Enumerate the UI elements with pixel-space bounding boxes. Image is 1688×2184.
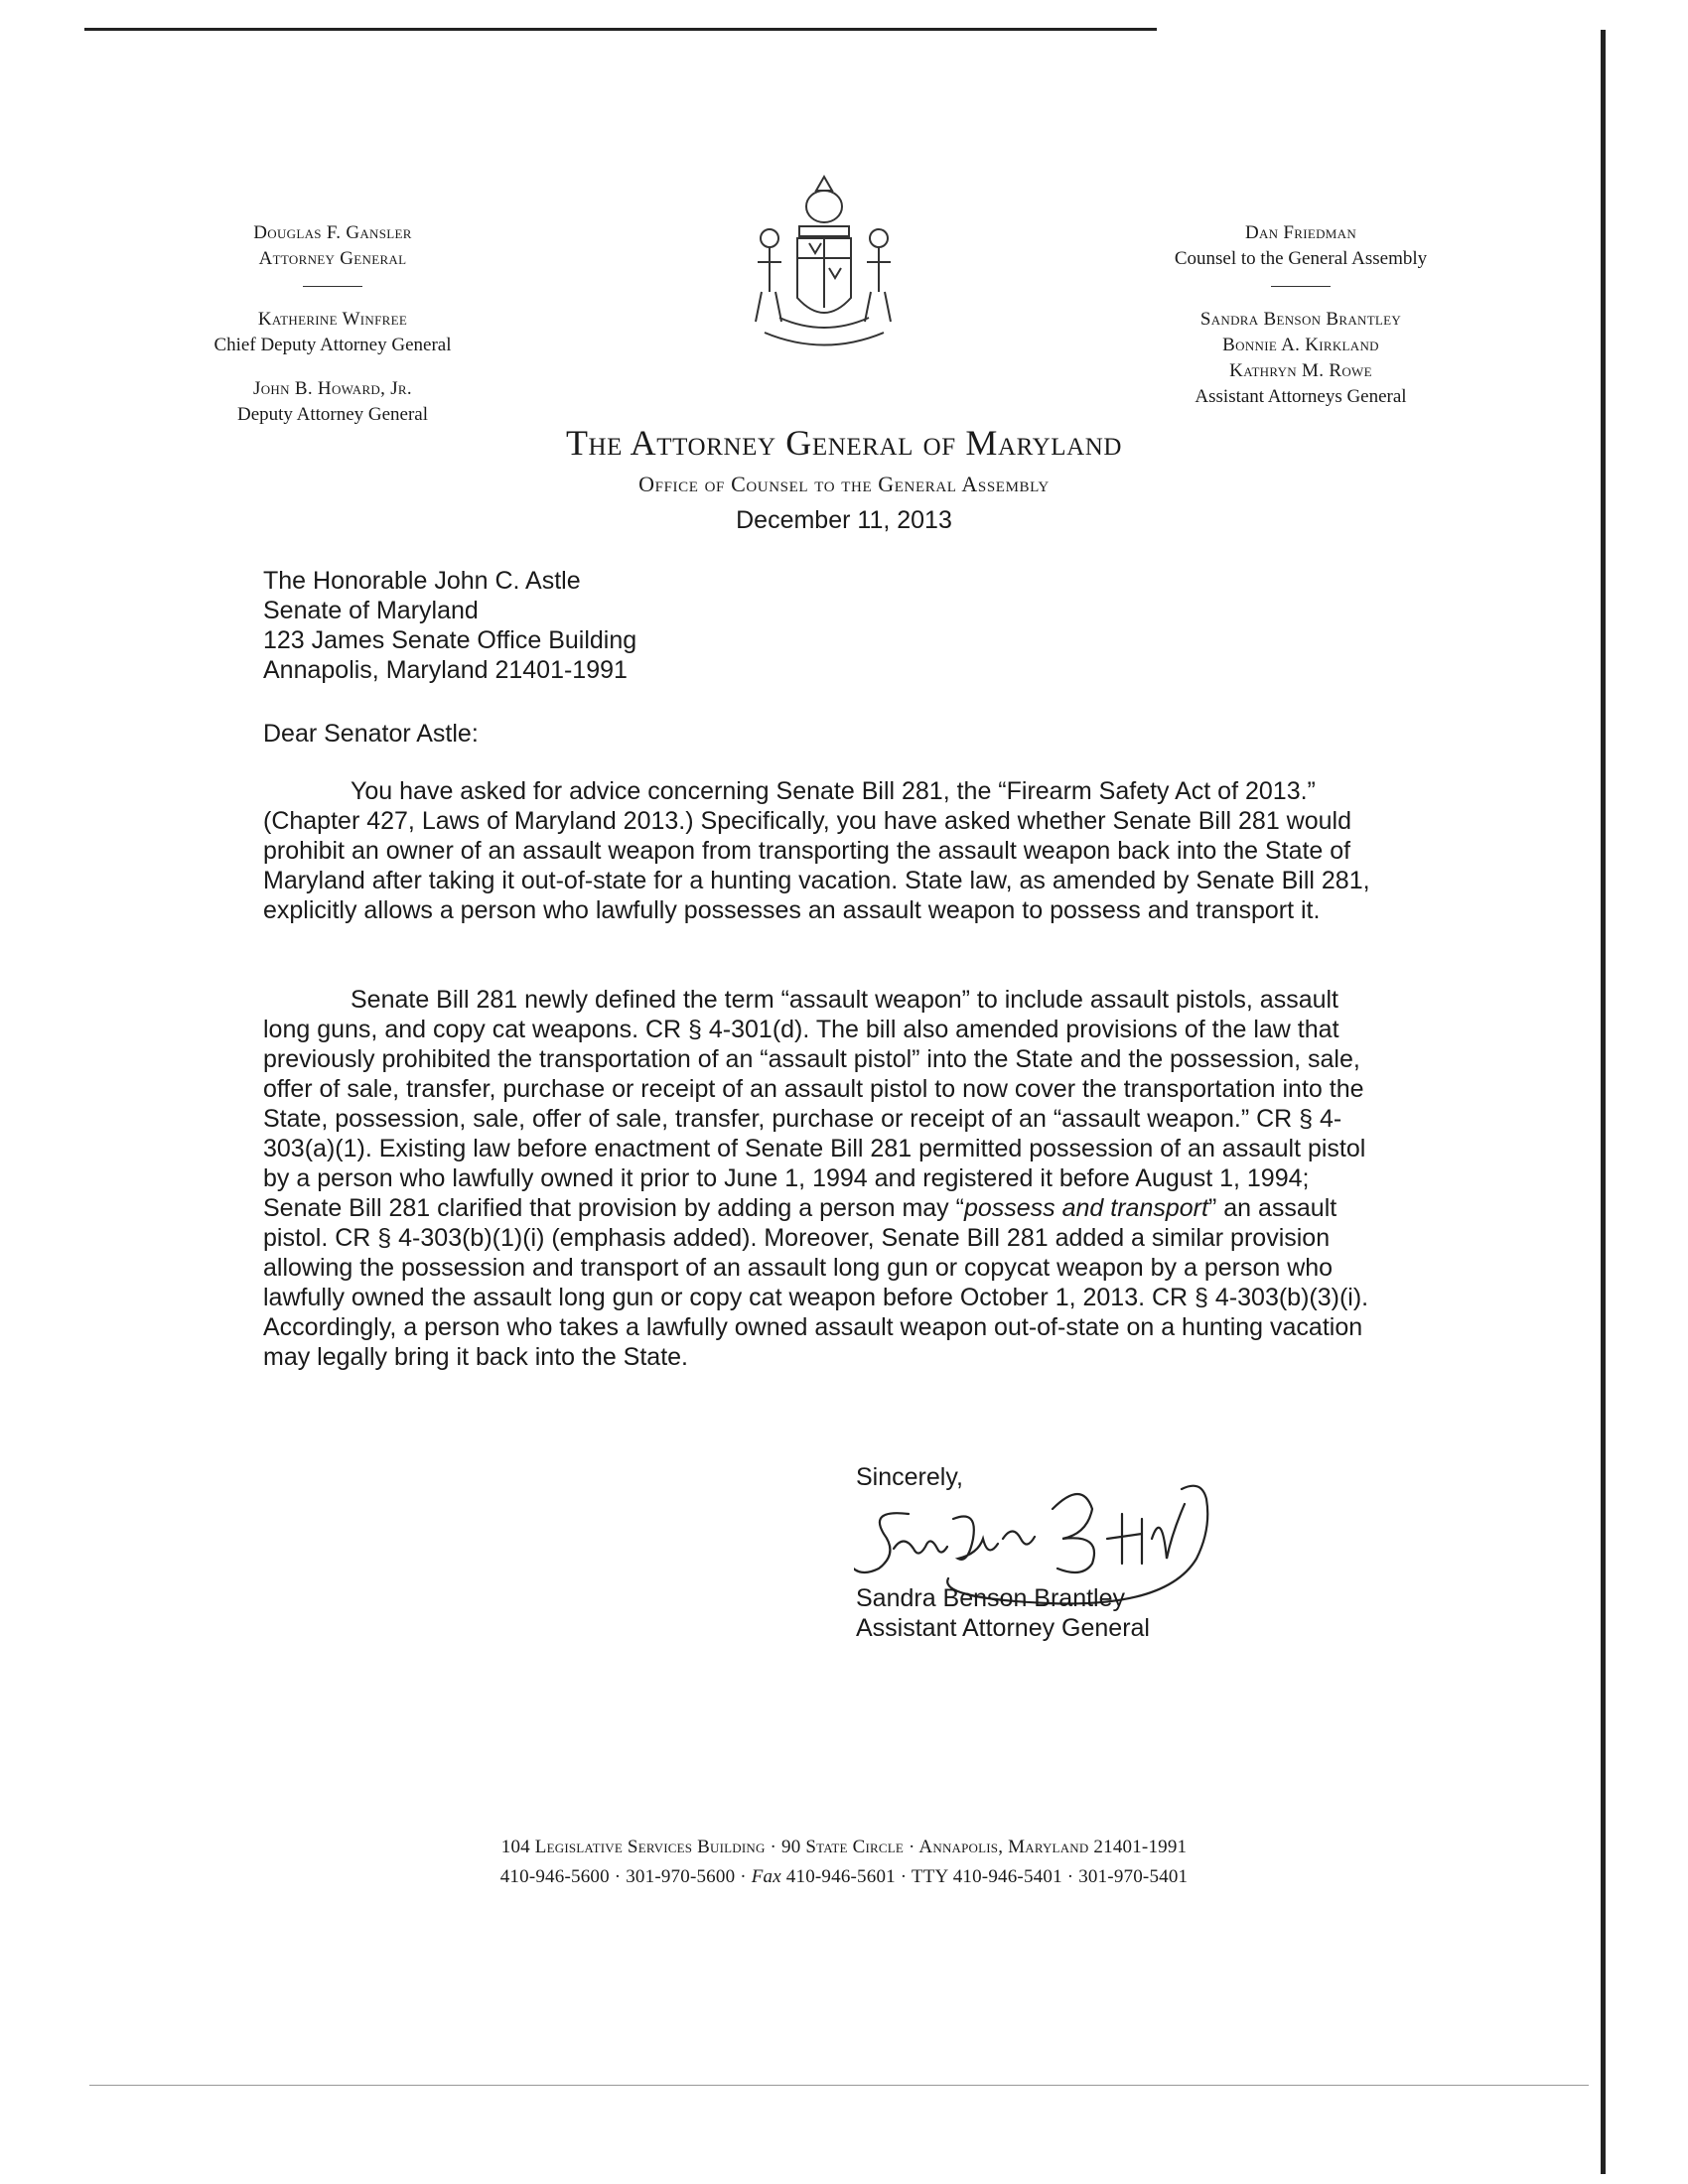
maryland-state-seal-icon xyxy=(740,169,909,357)
address-line: Annapolis, Maryland 21401-1991 xyxy=(263,656,628,684)
recipient-address xyxy=(263,566,1157,685)
chief-deputy-title: Chief Deputy Attorney General xyxy=(213,335,452,355)
body-paragraph-2 xyxy=(263,985,1370,1372)
letterhead-subtitle: Office of Counsel to the General Assembly xyxy=(638,472,1050,496)
divider xyxy=(1271,286,1331,287)
footer-fax-label: Fax xyxy=(751,1866,781,1887)
assistant-name-1: Sandra Benson Brantley xyxy=(1199,309,1402,330)
counsel-title: Counsel to the General Assembly xyxy=(1174,248,1428,269)
paragraph-text: ” an assault pistol. CR § 4-303(b)(1)(i) (emphasis added). Moreover, Senate Bill 281 added a similar provision allowing the possession and transport of an assault long gun or copycat weapon by a person who lawfully owned the assault long gun or copy cat weapon before October 1, 2013. CR § 4-303(b)(3)(i). Accordingly, a person who takes a lawfully owned assault weapon out-of-state on a hunting vacation may legally bring it back into the State. xyxy=(263,1194,1369,1371)
counsel-name: Dan Friedman xyxy=(1244,222,1357,243)
assistants-title: Assistant Attorneys General xyxy=(1195,386,1407,407)
footer-address: 104 Legislative Services Building · 90 State Circle · Annapolis, Maryland 21401-1991 xyxy=(500,1837,1188,1857)
emphasis-text: possess and transport xyxy=(963,1194,1208,1222)
footer-phone: 410-946-5600 · 301-970-5600 · xyxy=(499,1866,752,1887)
deputy-title: Deputy Attorney General xyxy=(236,404,429,425)
right-scan-line xyxy=(1601,30,1606,2174)
attorney-general-name: Douglas F. Gansler xyxy=(253,222,412,243)
letter-date: December 11, 2013 xyxy=(736,506,952,534)
letterhead-title: The Attorney General of Maryland xyxy=(565,423,1123,463)
chief-deputy-name: Katherine Winfree xyxy=(257,309,408,330)
attorney-general-title: Attorney General xyxy=(258,248,407,269)
top-scan-line xyxy=(84,28,1157,31)
signer-name: Sandra Benson Brantley xyxy=(856,1584,1126,1612)
left-staff-column xyxy=(189,220,477,428)
body-paragraph-1: You have asked for advice concerning Senate Bill 281, the “Firearm Safety Act of 2013.” (Chapter 427, Laws of Maryland 2013.) Specifically, you have asked whether Senate Bill 281 would prohibit an owner of an assault weapon from transporting the assault weapon back into the State of Maryland after taking it out-of-state for a hunting vacation. State law, as amended by Senate Bill 281, explicitly allows a person who lawfully possesses an assault weapon to possess and transport it. xyxy=(263,777,1370,924)
salutation: Dear Senator Astle: xyxy=(263,720,479,748)
assistant-name-2: Bonnie A. Kirkland xyxy=(1222,335,1379,355)
address-line: The Honorable John C. Astle xyxy=(263,567,581,595)
bottom-scan-line xyxy=(89,2085,1589,2086)
footer-fax-tty: 410-946-5601 · TTY 410-946-5401 · 301-970-5401 xyxy=(780,1866,1189,1887)
signer-title: Assistant Attorney General xyxy=(856,1614,1150,1642)
paragraph-text: Senate Bill 281 newly defined the term “assault weapon” to include assault pistols, assault long guns, and copy cat weapons. CR § 4-301(d). The bill also amended provisions of the law that previously prohibited the transportation of an “assault pistol” into the State and the possession, sale, offer of sale, transfer, purchase or receipt of an assault pistol to now cover the transportation into the State, possession, sale, offer of sale, transfer, purchase or receipt of an “assault weapon.” CR § 4-303(a)(1). Existing law before enactment of Senate Bill 281 permitted possession of an assault pistol by a person who lawfully owned it prior to June 1, 1994 and registered it before August 1, 1994; Senate Bill 281 clarified that provision by adding a person may “ xyxy=(263,986,1366,1222)
address-line: 123 James Senate Office Building xyxy=(263,626,637,654)
address-line: Senate of Maryland xyxy=(263,597,479,624)
letterhead-footer xyxy=(298,1833,1390,1892)
closing: Sincerely, xyxy=(856,1463,963,1491)
assistant-name-3: Kathryn M. Rowe xyxy=(1229,360,1372,381)
divider xyxy=(303,286,362,287)
right-staff-column xyxy=(1137,220,1465,410)
deputy-name: John B. Howard, Jr. xyxy=(253,378,412,399)
signer-block xyxy=(856,1583,1150,1643)
footer-phone-line xyxy=(298,1862,1390,1892)
